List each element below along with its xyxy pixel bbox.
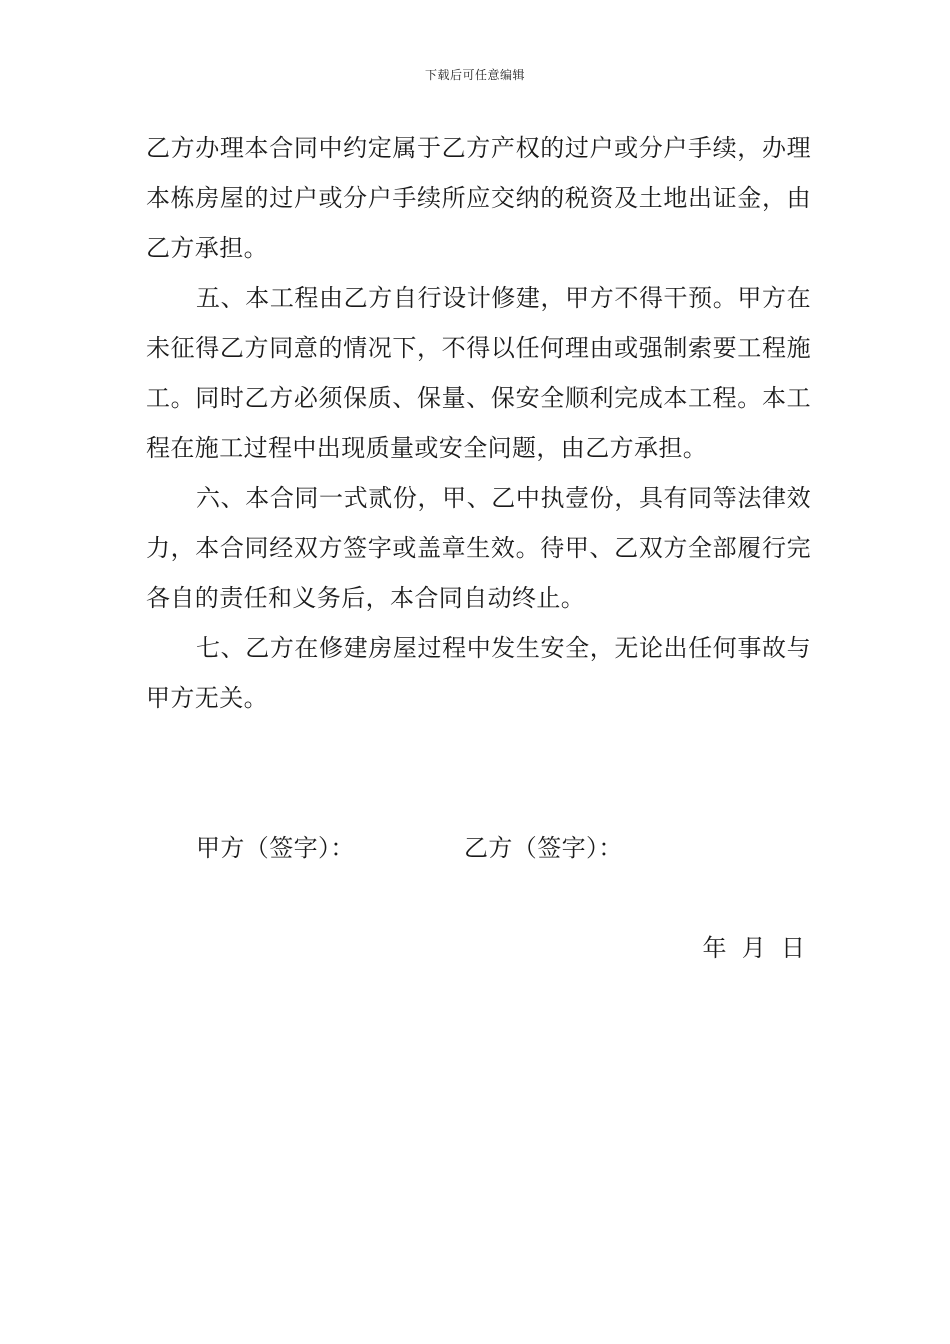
date-line: 年 月 日 (702, 934, 805, 962)
document-body (146, 123, 811, 723)
signature-block (196, 828, 623, 868)
party-a-signature-label: 甲方（签字）： (196, 834, 355, 862)
party-b-signature-label: 乙方（签字）： (464, 834, 623, 862)
paragraph-clause-5: 五、本工程由乙方自行设计修建，甲方不得干预。甲方在未征得乙方同意的情况下，不得以任何理由或强制索要工程施工。同时乙方必须保质、保量、保安全顺利完成本工程。本工程在施工过程中出现质量或安全问题，由乙方承担。 (146, 284, 811, 462)
page-header: 下载后可任意编辑 (424, 68, 525, 82)
paragraph-clause-7: 七、乙方在修建房屋过程中发生安全，无论出任何事故与甲方无关。 (146, 634, 811, 712)
paragraph-clause-6: 六、本合同一式贰份，甲、乙中执壹份，具有同等法律效力，本合同经双方签字或盖章生效。待甲、乙双方全部履行完各自的责任和义务后，本合同自动终止。 (146, 484, 811, 612)
paragraph-continuation: 乙方办理本合同中约定属于乙方产权的过户或分户手续，办理本栋房屋的过户或分户手续所应交纳的税资及土地出证金，由乙方承担。 (146, 134, 811, 262)
